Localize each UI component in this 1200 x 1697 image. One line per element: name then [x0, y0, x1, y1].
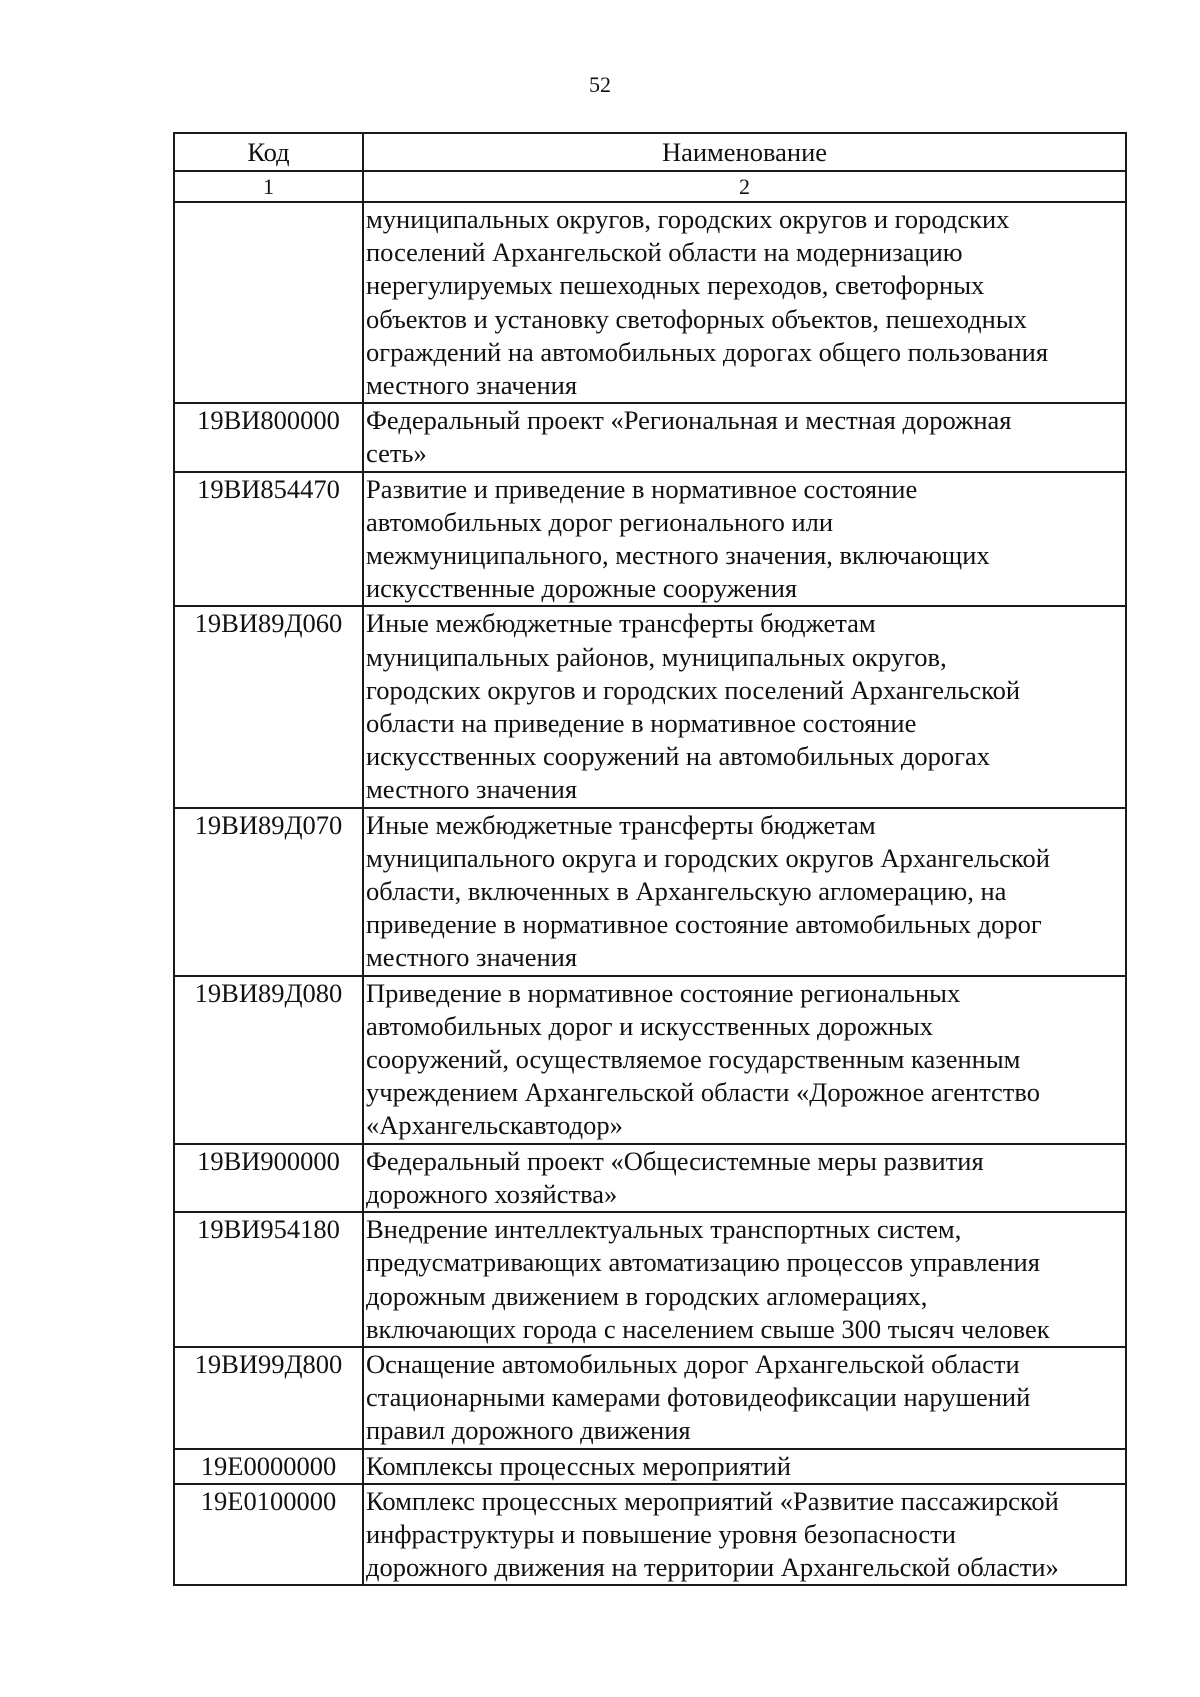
row-name-line: автомобильных дорог и искусственных дорожных: [366, 1010, 934, 1041]
row-code: 19Е0000000: [174, 1449, 363, 1484]
row-name: [363, 1449, 1126, 1484]
row-code: 19ВИ954180: [174, 1212, 363, 1347]
row-name-line: Иные межбюджетные трансферты бюджетам: [366, 809, 876, 840]
table-row: [174, 808, 1126, 976]
row-name: [363, 472, 1126, 607]
row-name-line: нерегулируемых пешеходных переходов, светофорных: [366, 270, 985, 301]
row-name: [363, 976, 1126, 1144]
header-code: Код: [174, 133, 363, 171]
row-name-line: Приведение в нормативное состояние региональных: [366, 977, 961, 1008]
row-code: 19Е0100000: [174, 1484, 363, 1586]
row-name-line: местного значения: [366, 370, 578, 401]
row-name-line: ограждений на автомобильных дорогах общего пользования: [366, 336, 1049, 367]
row-name-line: объектов и установку светофорных объектов, пешеходных: [366, 303, 1027, 334]
row-name-line: сеть»: [366, 438, 427, 469]
row-name-line: муниципальных округов, городских округов и городских: [366, 204, 1010, 234]
budget-code-table: [173, 132, 1127, 1586]
row-name-line: межмуниципального, местного значения, включающих: [366, 540, 990, 571]
row-name-line: муниципальных районов, муниципальных округов,: [366, 641, 947, 672]
row-name-line: местного значения: [366, 774, 578, 805]
row-code: 19ВИ89Д060: [174, 606, 363, 807]
row-name-line: искусственные дорожные сооружения: [366, 573, 798, 604]
table-row: [174, 403, 1126, 471]
row-name: [363, 403, 1126, 471]
row-name-line: стационарными камерами фотовидеофиксации нарушений: [366, 1382, 1031, 1413]
row-name: [363, 606, 1126, 807]
row-name-line: муниципального округа и городских округов Архангельской: [366, 842, 1050, 873]
row-name-line: области на приведение в нормативное состояние: [366, 708, 917, 739]
row-code: [174, 202, 363, 403]
table-row: [174, 606, 1126, 807]
row-name-line: инфраструктуры и повышение уровня безопасности: [366, 1518, 956, 1549]
row-name-line: «Архангельскавтодор»: [366, 1110, 623, 1141]
row-name-line: включающих города с населением свыше 300 тысяч человек: [366, 1313, 1050, 1344]
row-name-line: дорожным движением в городских агломерациях,: [366, 1280, 928, 1311]
row-code: 19ВИ89Д070: [174, 808, 363, 976]
row-name-line: городских округов и городских поселений Архангельской: [366, 674, 1021, 705]
table-row: [174, 202, 1126, 403]
column-number-row: [174, 171, 1126, 202]
row-name: [363, 202, 1126, 403]
row-name-line: поселений Архангельской области на модернизацию: [366, 237, 963, 268]
row-name-line: области, включенных в Архангельскую агломерацию, на: [366, 876, 1007, 907]
table-row: [174, 1212, 1126, 1347]
header-name: Наименование: [363, 133, 1126, 171]
row-code: 19ВИ800000: [174, 403, 363, 471]
row-name: [363, 1144, 1126, 1212]
table-body: [174, 202, 1126, 1585]
row-name-line: Внедрение интеллектуальных транспортных систем,: [366, 1214, 962, 1245]
table-header-row: [174, 133, 1126, 171]
row-name-line: предусматривающих автоматизацию процессов управления: [366, 1247, 1040, 1278]
row-name-line: искусственных сооружений на автомобильных дорогах: [366, 741, 991, 772]
row-name-line: правил дорожного движения: [366, 1415, 691, 1446]
row-name-line: приведение в нормативное состояние автомобильных дорог: [366, 909, 1042, 940]
table-row: [174, 1449, 1126, 1484]
row-name-line: автомобильных дорог регионального или: [366, 506, 834, 537]
row-name: [363, 1484, 1126, 1586]
table-row: [174, 976, 1126, 1144]
row-code: 19ВИ900000: [174, 1144, 363, 1212]
column-number-1: 1: [174, 171, 363, 202]
row-name: [363, 1347, 1126, 1449]
row-name-line: Развитие и приведение в нормативное состояние: [366, 473, 918, 504]
row-name-line: Федеральный проект «Региональная и местная дорожная: [366, 405, 1012, 436]
row-name-line: Федеральный проект «Общесистемные меры развития: [366, 1145, 984, 1176]
table-row: [174, 1347, 1126, 1449]
page-number: 52: [589, 72, 611, 97]
row-name-line: Иные межбюджетные трансферты бюджетам: [366, 608, 876, 639]
row-name-line: сооружений, осуществляемое государственным казенным: [366, 1044, 1021, 1075]
row-name-line: Комплексы процессных мероприятий: [366, 1450, 791, 1481]
row-name: [363, 808, 1126, 976]
table-row: [174, 472, 1126, 607]
row-name: [363, 1212, 1126, 1347]
row-code: 19ВИ89Д080: [174, 976, 363, 1144]
row-name-line: дорожного движения на территории Архангельской области»: [366, 1552, 1059, 1583]
row-name-line: Комплекс процессных мероприятий «Развитие пассажирской: [366, 1485, 1059, 1516]
row-name-line: Оснащение автомобильных дорог Архангельской области: [366, 1348, 1020, 1379]
table-row: [174, 1144, 1126, 1212]
row-code: 19ВИ99Д800: [174, 1347, 363, 1449]
row-name-line: дорожного хозяйства»: [366, 1178, 618, 1209]
row-name-line: учреждением Архангельской области «Дорожное агентство: [366, 1077, 1040, 1108]
table-row: [174, 1484, 1126, 1586]
row-code: 19ВИ854470: [174, 472, 363, 607]
row-name-line: местного значения: [366, 942, 578, 973]
column-number-2: 2: [363, 171, 1126, 202]
